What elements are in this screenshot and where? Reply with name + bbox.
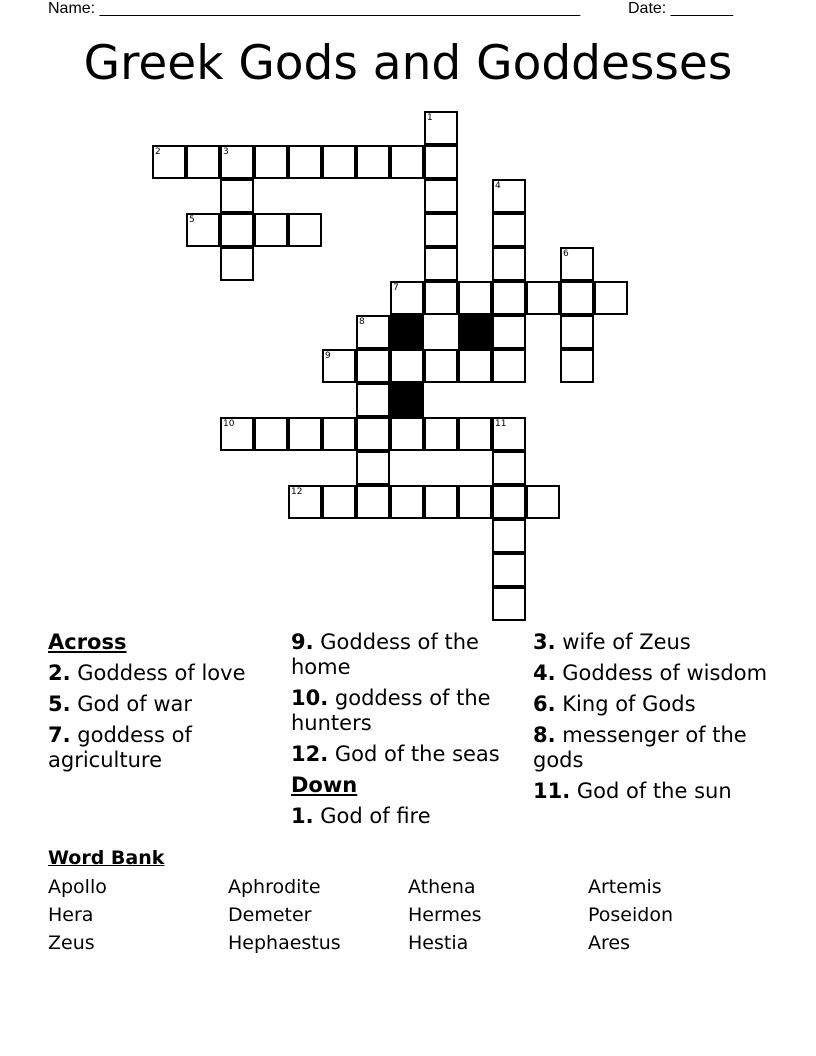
grid-cell[interactable] xyxy=(220,247,254,281)
grid-number: 5 xyxy=(189,215,195,225)
grid-cell[interactable] xyxy=(492,179,526,213)
grid-cell[interactable] xyxy=(458,417,492,451)
grid-cell[interactable] xyxy=(390,417,424,451)
across-heading: Across xyxy=(48,630,127,654)
grid-cell[interactable] xyxy=(492,519,526,553)
grid-cell[interactable] xyxy=(220,145,254,179)
grid-cell[interactable] xyxy=(594,281,628,315)
grid-cell[interactable] xyxy=(356,451,390,485)
word-bank-item: Zeus xyxy=(48,932,95,954)
grid-number: 2 xyxy=(155,147,161,157)
grid-cell[interactable] xyxy=(526,485,560,519)
grid-number: 7 xyxy=(393,283,399,293)
clues-column-3 xyxy=(533,630,783,810)
grid-cell[interactable] xyxy=(254,213,288,247)
word-bank-item: Ares xyxy=(588,932,630,954)
grid-number: 10 xyxy=(223,419,235,429)
grid-cell[interactable] xyxy=(526,281,560,315)
word-bank-item: Artemis xyxy=(588,876,662,898)
grid-cell[interactable] xyxy=(492,587,526,621)
clue-down-11: 11. God of the sun xyxy=(533,779,732,803)
word-bank-item: Hephaestus xyxy=(228,932,341,954)
grid-block xyxy=(390,315,424,349)
grid-cell[interactable] xyxy=(254,417,288,451)
grid-number: 1 xyxy=(427,113,433,123)
grid-number: 11 xyxy=(495,419,507,429)
grid-cell[interactable] xyxy=(356,383,390,417)
grid-cell[interactable] xyxy=(356,315,390,349)
grid-cell[interactable] xyxy=(492,349,526,383)
clue-down-6: 6. King of Gods xyxy=(533,692,696,716)
word-bank-item: Poseidon xyxy=(588,904,673,926)
grid-cell[interactable] xyxy=(220,179,254,213)
grid-cell[interactable] xyxy=(220,213,254,247)
grid-cell[interactable] xyxy=(390,145,424,179)
grid-number: 9 xyxy=(325,351,331,361)
clue-across-7: 7. goddess of agriculture xyxy=(48,723,192,772)
word-bank-item: Hestia xyxy=(408,932,469,954)
grid-cell[interactable] xyxy=(424,349,458,383)
grid-cell[interactable] xyxy=(560,281,594,315)
grid-cell[interactable] xyxy=(424,179,458,213)
grid-cell[interactable] xyxy=(560,349,594,383)
grid-cell[interactable] xyxy=(288,213,322,247)
date-field[interactable]: Date: _______ xyxy=(628,0,733,17)
clues-column-2 xyxy=(291,630,527,835)
clue-down-3: 3. wife of Zeus xyxy=(533,630,691,654)
word-bank-item: Apollo xyxy=(48,876,107,898)
grid-number: 4 xyxy=(495,181,501,191)
clue-across-5: 5. God of war xyxy=(48,692,193,716)
clue-down-4: 4. Goddess of wisdom xyxy=(533,661,768,685)
word-bank-item: Demeter xyxy=(228,904,312,926)
word-bank-item: Aphrodite xyxy=(228,876,321,898)
grid-number: 8 xyxy=(359,317,365,327)
clue-down-8: 8. messenger of the gods xyxy=(533,723,747,772)
grid-cell[interactable] xyxy=(424,145,458,179)
grid-cell[interactable] xyxy=(492,417,526,451)
grid-cell[interactable] xyxy=(390,281,424,315)
grid-cell[interactable] xyxy=(492,553,526,587)
grid-cell[interactable] xyxy=(322,349,356,383)
grid-cell[interactable] xyxy=(492,451,526,485)
grid-cell[interactable] xyxy=(186,145,220,179)
grid-cell[interactable] xyxy=(424,281,458,315)
grid-cell[interactable] xyxy=(288,417,322,451)
down-heading: Down xyxy=(291,773,358,797)
page-title: Greek Gods and Goddesses xyxy=(83,36,733,91)
grid-cell[interactable] xyxy=(492,315,526,349)
grid-number: 12 xyxy=(291,487,303,497)
word-bank-item: Hermes xyxy=(408,904,482,926)
grid-block xyxy=(390,383,424,417)
grid-cell[interactable] xyxy=(560,315,594,349)
clue-across-10: 10. goddess of the hunters xyxy=(291,686,491,735)
grid-cell[interactable] xyxy=(322,485,356,519)
grid-cell[interactable] xyxy=(356,145,390,179)
grid-cell[interactable] xyxy=(424,417,458,451)
name-field[interactable]: Name: ______________________________________________________ xyxy=(48,0,581,17)
grid-cell[interactable] xyxy=(424,247,458,281)
word-bank-item: Athena xyxy=(408,876,476,898)
word-bank-title: Word Bank xyxy=(48,847,165,869)
grid-cell[interactable] xyxy=(254,145,288,179)
grid-cell[interactable] xyxy=(560,247,594,281)
grid-cell[interactable] xyxy=(424,485,458,519)
grid-cell[interactable] xyxy=(492,213,526,247)
grid-cell[interactable] xyxy=(356,485,390,519)
grid-cell[interactable] xyxy=(220,417,254,451)
grid-cell[interactable] xyxy=(492,485,526,519)
grid-cell[interactable] xyxy=(390,349,424,383)
grid-cell[interactable] xyxy=(356,349,390,383)
grid-cell[interactable] xyxy=(424,213,458,247)
grid-number: 6 xyxy=(563,249,569,259)
grid-cell[interactable] xyxy=(458,349,492,383)
grid-cell[interactable] xyxy=(424,111,458,145)
grid-cell[interactable] xyxy=(492,281,526,315)
grid-cell[interactable] xyxy=(186,213,220,247)
word-bank xyxy=(48,873,768,957)
clue-across-12: 12. God of the seas xyxy=(291,742,500,766)
grid-cell[interactable] xyxy=(322,145,356,179)
clue-down-1: 1. God of fire xyxy=(291,804,431,828)
word-bank-item: Hera xyxy=(48,904,94,926)
grid-cell[interactable] xyxy=(458,281,492,315)
clues-column-1 xyxy=(48,630,258,779)
grid-cell[interactable] xyxy=(152,145,186,179)
grid-cell[interactable] xyxy=(322,417,356,451)
grid-cell[interactable] xyxy=(356,417,390,451)
clue-across-2: 2. Goddess of love xyxy=(48,661,246,685)
grid-block xyxy=(458,315,492,349)
grid-cell[interactable] xyxy=(492,247,526,281)
grid-number: 3 xyxy=(223,147,229,157)
grid-cell[interactable] xyxy=(288,145,322,179)
grid-cell[interactable] xyxy=(458,485,492,519)
grid-cell[interactable] xyxy=(288,485,322,519)
grid-cell[interactable] xyxy=(390,485,424,519)
clue-across-9: 9. Goddess of the home xyxy=(291,630,479,679)
